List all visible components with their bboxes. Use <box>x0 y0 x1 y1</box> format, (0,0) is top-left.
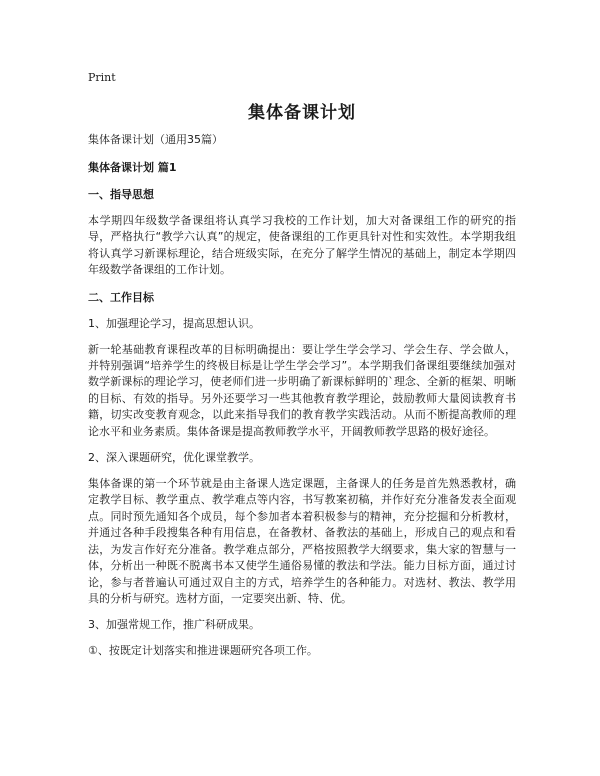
heading-work-goals: 二、工作目标 <box>88 290 154 304</box>
heading-guiding-principles: 一、指导思想 <box>88 188 154 201</box>
document-subtitle: 集体备课计划（通用35篇） <box>88 133 223 146</box>
paragraph-theory-study: 新一轮基础教育课程改革的目标明确提出：要让学生学会学习、学会生存、学会做人，并特别强调“培养学生的终极目标是让学生学会学习”。本学期我们备课组要继续加强对数学新课标的理论学习，使老师们进一步明确了新课标鲜明的`理念、全新的框架、明晰的目标、有效的指导。另外还要学习一些其他教育教学理论，鼓励教师大量阅读教育书籍，切实改变教育观念，以此来指导我们的教育教学实践活动。从而不断提高教师的理论水平和业务素质。集体备课是提高教师教学水平，开阔教师教学思路的极好途径。 <box>88 342 516 438</box>
list-item-plan-execution: ①、按既定计划落实和推进课题研究各项工作。 <box>88 644 318 658</box>
list-item-theory-study: 1、加强理论学习，提高思想认识。 <box>88 316 260 330</box>
page-title: 集体备课计划 <box>248 103 356 123</box>
list-item-routine-work: 3、加强常规工作，推广科研成果。 <box>88 618 260 632</box>
print-link[interactable]: Print <box>88 71 116 84</box>
section-title: 集体备课计划 篇1 <box>88 161 177 174</box>
list-item-topic-research: 2、深入课题研究，优化课堂教学。 <box>88 451 260 465</box>
paragraph-topic-research: 集体备课的第一个环节就是由主备课人选定课题，主备课人的任务是首先熟悉教材，确定教学目标、教学重点、教学难点等内容，书写教案初稿，并作好充分准备发表全面观点。同时预先通知各个成员，每个参加者本着积极参与的精神，充分挖掘和分析教材，并通过各种手段搜集各种有用信息，在备教材、备教法的基础上，形成自己的观点和看法，为发言作好充分准备。教学难点部分，严格按照教学大纲要求，集大家的智慧与一体，分析出一种既不脱离书本又使学生通俗易懂的教法和学法。能力目标方面，通过讨论，参与者普遍认可通过双自主的方式，培养学生的各种能力。对选材、教法、教学用具的分析与研究。选材方面，一定要突出新、特、优。 <box>88 477 516 605</box>
document-page <box>88 70 516 659</box>
paragraph-guiding-principles: 本学期四年级数学备课组将认真学习我校的工作计划，加大对备课组工作的研究的指导，严格执行“教学六认真”的规定，使备课组的工作更具针对性和实效性。本学期我组将认真学习新课标理论，结合班级实际，在充分了解学生情况的基础上，制定本学期四年级数学备课组的工作计划。 <box>88 214 516 277</box>
